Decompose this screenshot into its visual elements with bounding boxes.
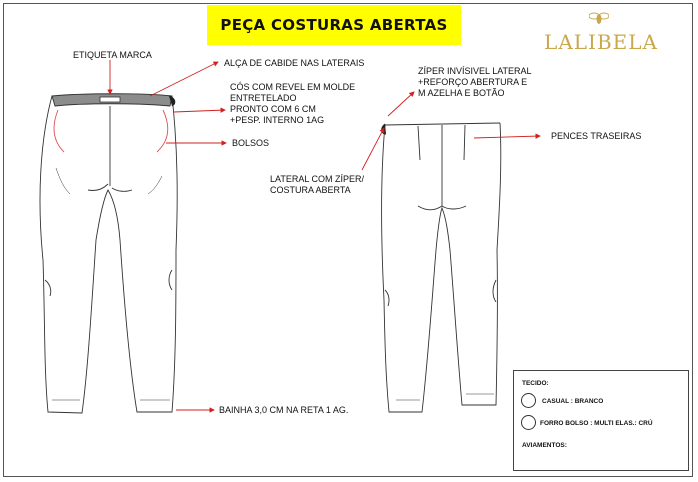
label-ziper-invisivel: ZÍPER INVÍSIVEL LATERAL +REFORÇO ABERTURA E M AZELHA E BOTÃO <box>418 66 532 98</box>
spec-casual: CASUAL : BRANCO <box>542 398 604 405</box>
front-pants-sketch <box>40 94 177 413</box>
swatch-casual-circle <box>521 393 536 408</box>
label-alca-cabide: ALÇA DE CABIDE NAS LATERAIS <box>224 58 365 68</box>
label-bolsos: BOLSOS <box>232 138 270 148</box>
label-lateral-ziper: LATERAL COM ZÍPER/ COSTURA ABERTA <box>270 174 365 195</box>
label-bainha: BAINHA 3,0 CM NA RETA 1 AG. <box>219 405 349 415</box>
label-cos: CÓS COM REVEL EM MOLDE ENTRETELADO PRONTO COM 6 CM +PESP. INTERNO 1AG <box>230 82 356 125</box>
brand-logo: LALIBELA <box>544 30 658 54</box>
swatch-forro-circle <box>521 415 536 430</box>
spec-forro: FORRO BOLSO : MULTI ELAS.: CRÚ <box>540 420 653 427</box>
spec-aviamentos-label: AVIAMENTOS: <box>522 442 567 449</box>
label-etiqueta-marca: ETIQUETA MARCA <box>73 50 152 60</box>
spec-tecido-label: TECIDO: <box>522 380 549 387</box>
sheet-title: PEÇA COSTURAS ABERTAS <box>207 5 461 45</box>
back-pants-sketch <box>382 123 501 412</box>
spec-box <box>513 370 689 471</box>
label-pences-traseiras: PENCES TRASEIRAS <box>551 131 642 141</box>
